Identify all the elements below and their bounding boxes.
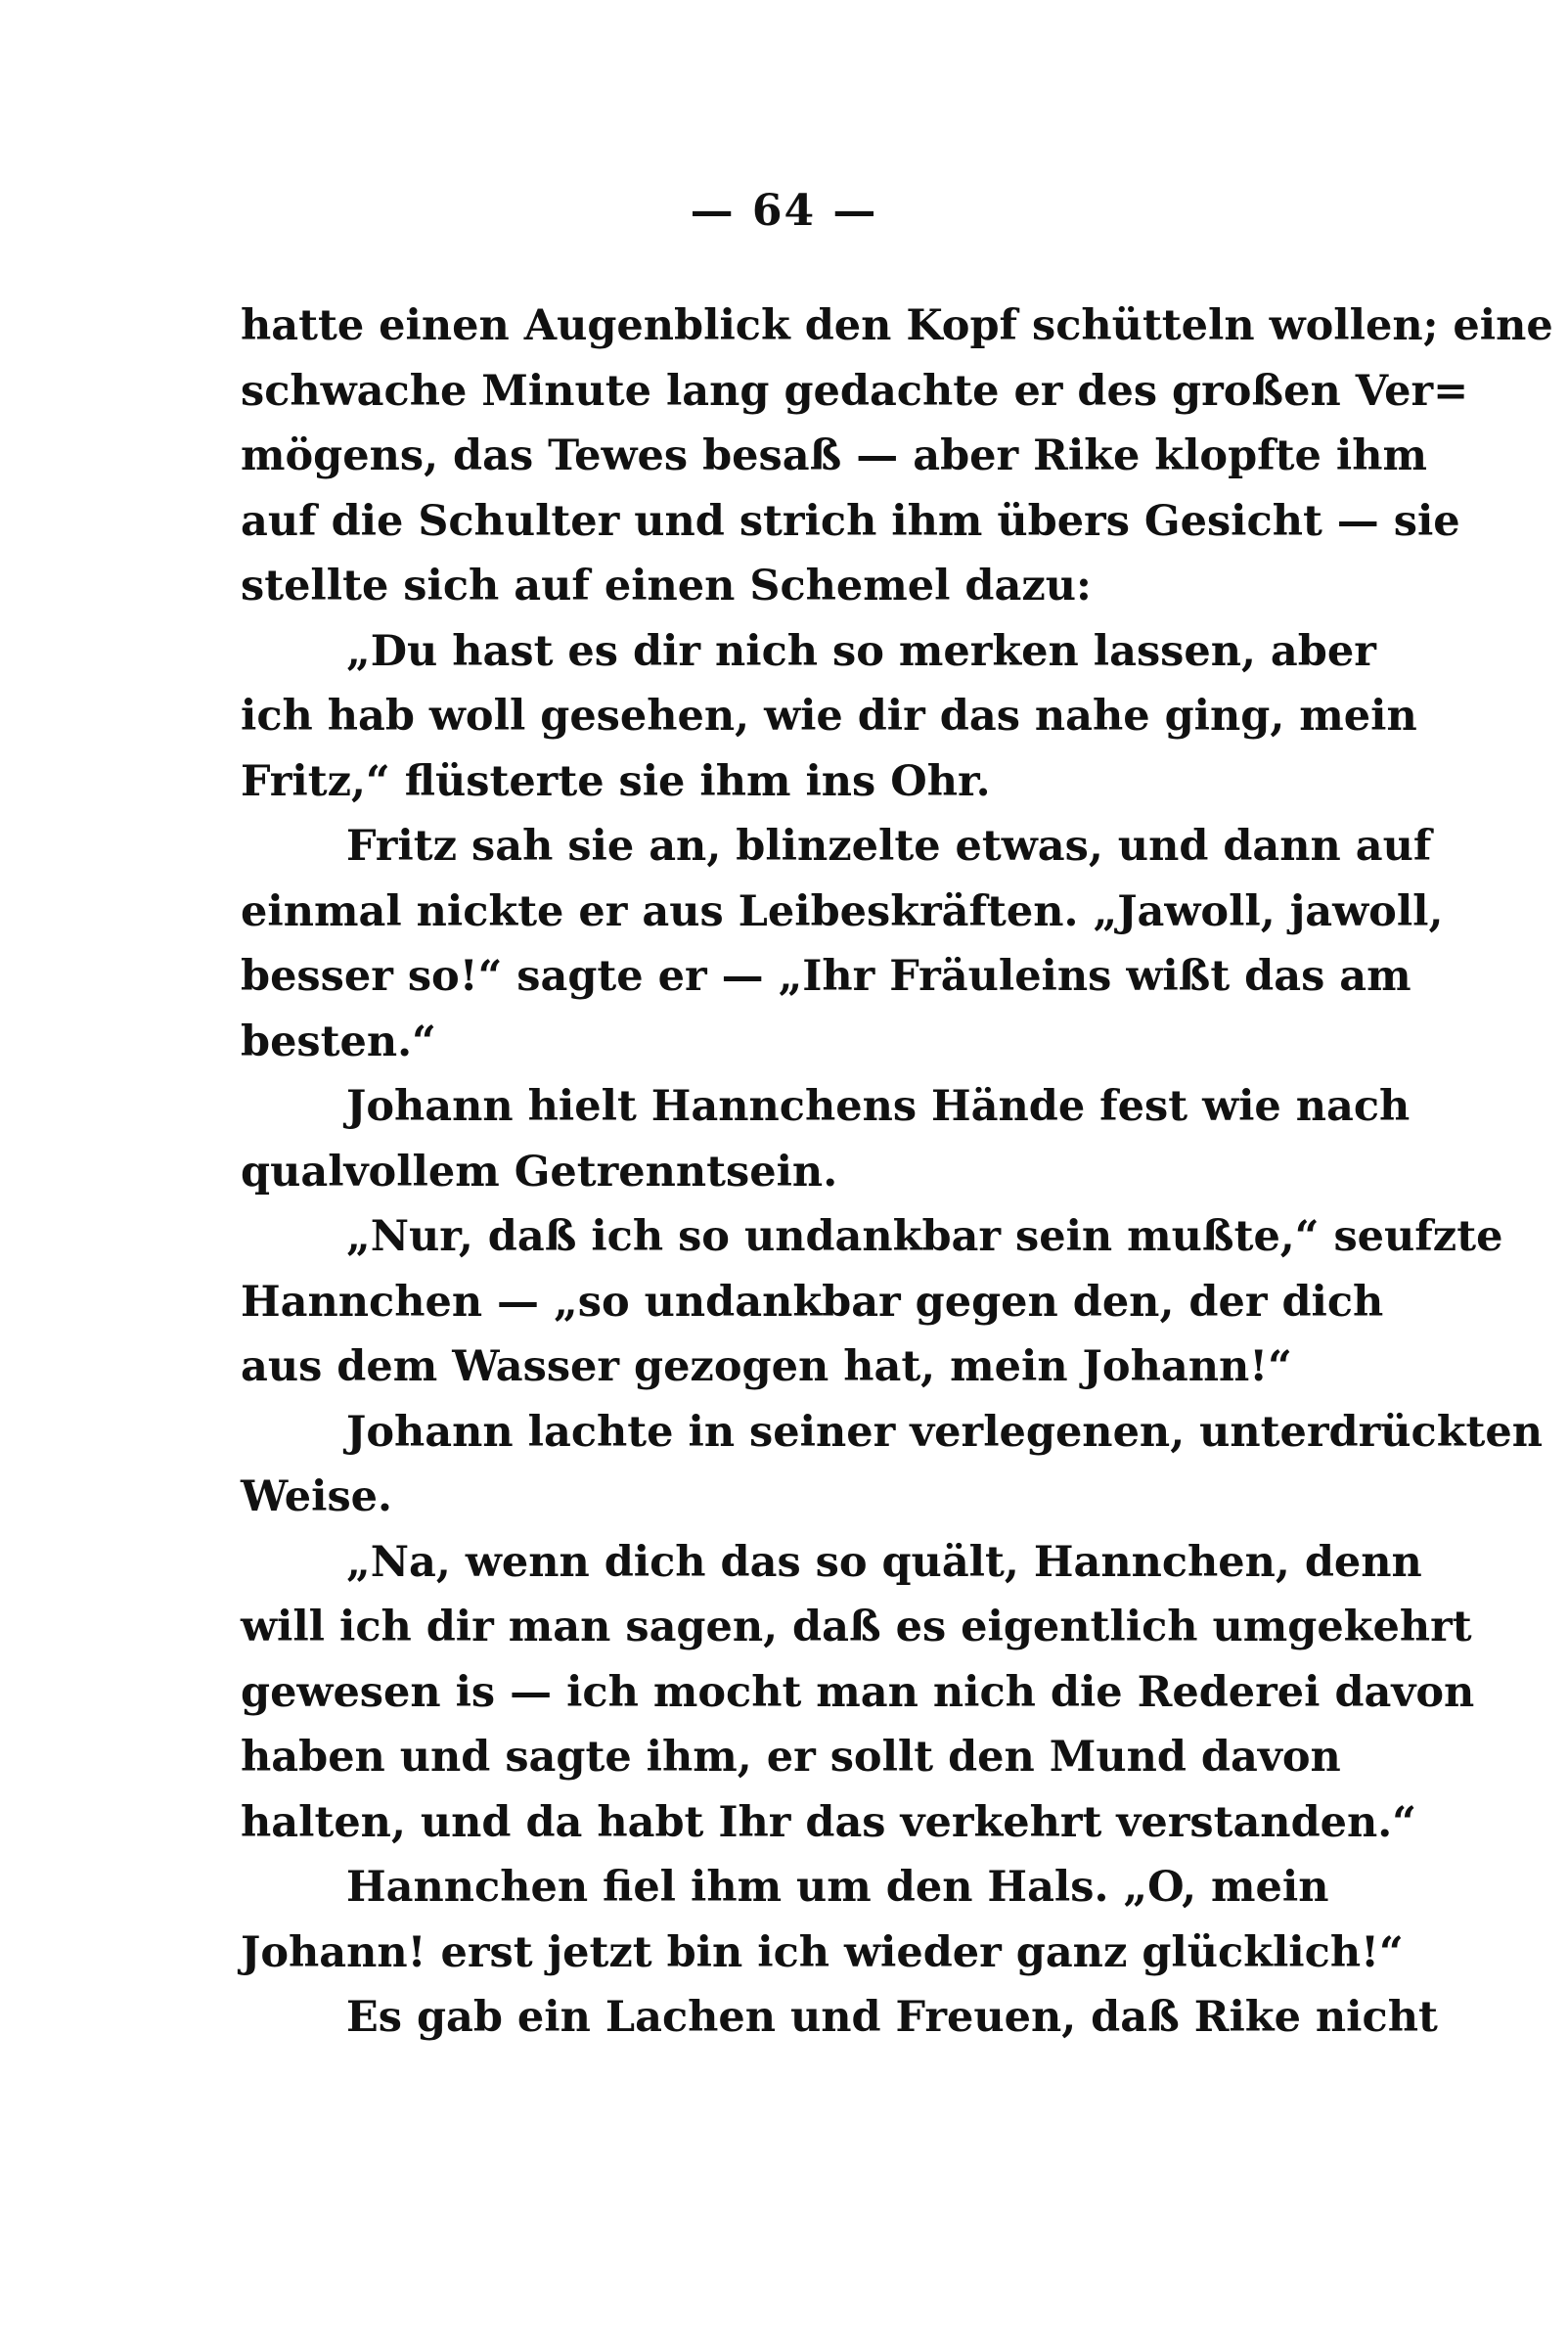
text-line: „Du hast es dir nich so merken lassen, aber [346,626,1376,676]
text-line: ich hab woll gesehen, wie dir das nahe ging, mein [241,692,1417,741]
text-line: Fritz sah sie an, blinzelte etwas, und dann auf [346,822,1432,871]
text-line: halten, und da habt Ihr das verkehrt verstanden.“ [241,1797,1416,1847]
text-line: haben und sagte ihm, er sollt den Mund davon [241,1733,1341,1782]
text-line: hatte einen Augenblick den Kopf schütteln wollen; eine [241,301,1553,350]
text-line: Johann hielt Hannchens Hände fest wie nach [346,1082,1411,1131]
text-line: „Na, wenn dich das so quält, Hannchen, denn [346,1537,1422,1587]
body-text [241,294,1553,2051]
text-line: Fritz,“ flüsterte sie ihm ins Ohr. [241,756,991,806]
text-line: will ich dir man sagen, daß es eigentlich umgekehrt [241,1603,1472,1651]
text-line: mögens, das Tewes besaß — aber Rike klopfte ihm [241,431,1427,480]
text-line: stellte sich auf einen Schemel dazu: [241,562,1092,610]
text-line: besten.“ [241,1017,436,1066]
text-line: Hannchen fiel ihm um den Hals. „O, mein [346,1863,1329,1912]
text-line: einmal nickte er aus Leibeskräften. „Jawoll, jawoll, [241,886,1444,936]
text-line: Johann lachte in seiner verlegenen, unterdrückten [346,1407,1543,1457]
page-number: — 64 — [690,186,878,236]
text-line: besser so!“ sagte er — „Ihr Fräuleins wißt das am [241,952,1411,1001]
text-line: qualvollem Getrenntsein. [241,1147,838,1197]
text-line: Johann! erst jetzt bin ich wieder ganz glücklich!“ [241,1927,1404,1977]
text-line: gewesen is — ich mocht man nich die Rederei davon [241,1667,1475,1717]
text-line: Hannchen — „so undankbar gegen den, der dich [241,1277,1384,1327]
text-line: aus dem Wasser gezogen hat, mein Johann!“ [241,1342,1292,1391]
text-line: Es gab ein Lachen und Freuen, daß Rike nicht [346,1993,1438,2042]
text-line: schwache Minute lang gedachte er des großen Ver= [241,366,1469,416]
text-line: „Nur, daß ich so undankbar sein mußte,“ seufzte [346,1212,1503,1261]
text-line: Weise. [241,1472,393,1521]
text-line: auf die Schulter und strich ihm übers Gesicht — sie [241,496,1460,546]
